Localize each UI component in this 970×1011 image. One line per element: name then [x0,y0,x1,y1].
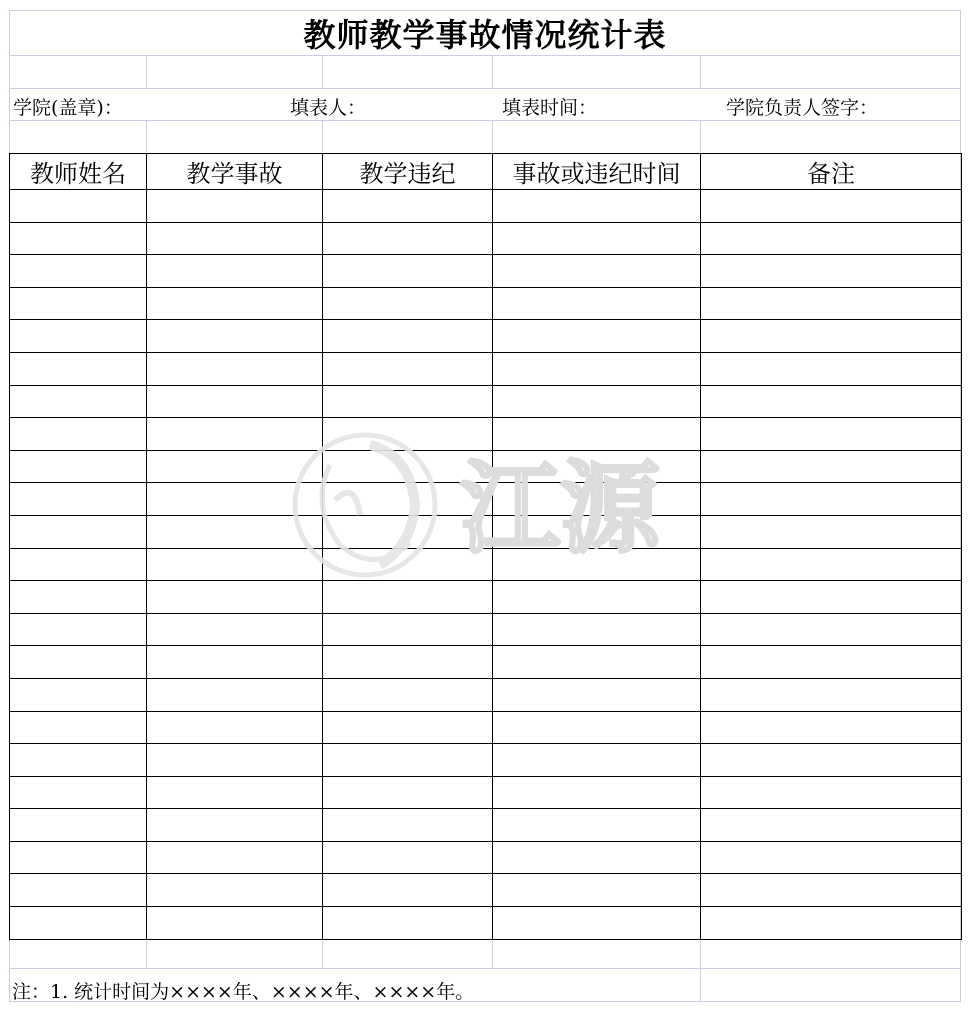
table-cell[interactable] [323,320,493,353]
table-cell[interactable] [323,841,493,874]
gridline [9,88,961,89]
table-cell[interactable] [147,874,323,907]
table-cell[interactable] [147,450,323,483]
table-row [10,841,962,874]
table-cell[interactable] [701,320,962,353]
table-cell[interactable] [10,874,147,907]
table-row [10,352,962,385]
table-cell[interactable] [701,418,962,451]
table-cell[interactable] [493,809,701,842]
table-cell[interactable] [701,352,962,385]
table-cell[interactable] [493,483,701,516]
table-cell[interactable] [323,190,493,223]
footnote: 注：1. 统计时间为××××年、××××年、××××年。 [12,980,475,1003]
table-cell[interactable] [493,646,701,679]
table-cell[interactable] [701,385,962,418]
table-cell[interactable] [701,222,962,255]
table-cell[interactable] [701,907,962,940]
table-cell[interactable] [10,320,147,353]
gridline [492,55,493,88]
table-cell[interactable] [323,418,493,451]
gridline [9,968,961,969]
table-cell[interactable] [701,483,962,516]
table-cell[interactable] [10,907,147,940]
table-cell[interactable] [10,581,147,614]
table-cell[interactable] [147,287,323,320]
gridline [492,120,493,153]
gridline [700,55,701,88]
table-cell[interactable] [701,581,962,614]
table-cell[interactable] [10,352,147,385]
table-cell[interactable] [493,678,701,711]
table-cell[interactable] [323,255,493,288]
gridline [700,968,701,1001]
table-cell[interactable] [147,678,323,711]
table-cell[interactable] [493,222,701,255]
table-row [10,222,962,255]
table-cell[interactable] [701,809,962,842]
table-row [10,320,962,353]
table-cell[interactable] [493,352,701,385]
table-cell[interactable] [493,418,701,451]
table-cell[interactable] [147,352,323,385]
table-cell[interactable] [493,841,701,874]
table-cell[interactable] [147,320,323,353]
gridline [492,936,493,969]
table-cell[interactable] [147,809,323,842]
table-cell[interactable] [323,385,493,418]
statistics-table [9,153,962,940]
header-remarks: 备注 [701,154,962,190]
table-cell[interactable] [10,287,147,320]
table-row [10,874,962,907]
page-title: 教师教学事故情况统计表 [303,16,667,54]
table-cell[interactable] [701,841,962,874]
table-cell[interactable] [147,711,323,744]
table-cell[interactable] [10,776,147,809]
table-cell[interactable] [323,450,493,483]
table-cell[interactable] [701,678,962,711]
header-teaching-violation: 教学违纪 [323,154,493,190]
table-cell[interactable] [147,483,323,516]
gridline [322,120,323,153]
table-cell[interactable] [147,385,323,418]
table-cell[interactable] [701,255,962,288]
table-cell[interactable] [147,744,323,777]
table-cell[interactable] [323,776,493,809]
table-row [10,678,962,711]
dean-signature-label: 学院负责人签字： [726,96,879,119]
table-cell[interactable] [10,646,147,679]
table-cell[interactable] [323,483,493,516]
header-teaching-accident: 教学事故 [147,154,323,190]
table-row [10,613,962,646]
table-cell[interactable] [701,613,962,646]
table-cell[interactable] [147,581,323,614]
table-row [10,776,962,809]
table-cell[interactable] [493,320,701,353]
table-cell[interactable] [701,711,962,744]
table-cell[interactable] [493,907,701,940]
gridline [322,55,323,88]
table-cell[interactable] [323,287,493,320]
table-cell[interactable] [493,548,701,581]
table-cell[interactable] [147,613,323,646]
table-row [10,190,962,223]
table-cell[interactable] [701,548,962,581]
table-cell[interactable] [10,515,147,548]
watermark-text: 江源 [460,450,660,567]
table-row [10,548,962,581]
gridline [322,936,323,969]
table-cell[interactable] [493,385,701,418]
table-cell[interactable] [147,646,323,679]
table-cell[interactable] [323,907,493,940]
table-cell[interactable] [701,190,962,223]
table-cell[interactable] [147,515,323,548]
table-cell[interactable] [493,255,701,288]
table-row [10,450,962,483]
table-row [10,418,962,451]
table-row [10,711,962,744]
table-row [10,515,962,548]
table-cell[interactable] [323,222,493,255]
table-cell[interactable] [323,678,493,711]
table-cell[interactable] [10,809,147,842]
table-cell[interactable] [323,352,493,385]
table-cell[interactable] [493,287,701,320]
fill-time-label: 填表时间： [502,96,598,119]
table-cell[interactable] [701,515,962,548]
table-cell[interactable] [147,548,323,581]
table-cell[interactable] [323,515,493,548]
table-cell[interactable] [10,255,147,288]
table-cell[interactable] [493,581,701,614]
table-cell[interactable] [147,222,323,255]
gridline [146,55,147,88]
table-cell[interactable] [701,874,962,907]
college-stamp-label: 学院(盖章)： [13,96,123,119]
table-row [10,646,962,679]
table-cell[interactable] [10,418,147,451]
table-cell[interactable] [701,646,962,679]
table-cell[interactable] [493,776,701,809]
table-cell[interactable] [323,548,493,581]
table-row [10,744,962,777]
table-cell[interactable] [493,190,701,223]
table-cell[interactable] [493,515,701,548]
table-cell[interactable] [10,711,147,744]
table-cell[interactable] [147,418,323,451]
table-cell[interactable] [147,841,323,874]
table-cell[interactable] [147,907,323,940]
table-cell[interactable] [10,483,147,516]
table-row [10,385,962,418]
table-cell[interactable] [10,222,147,255]
gridline [146,120,147,153]
table-cell[interactable] [493,450,701,483]
table-row [10,581,962,614]
table-row [10,809,962,842]
header-incident-time: 事故或违纪时间 [493,154,701,190]
gridline [700,936,701,969]
table-cell[interactable] [10,744,147,777]
table-cell[interactable] [10,190,147,223]
header-teacher-name: 教师姓名 [10,154,147,190]
table-cell[interactable] [493,744,701,777]
table-cell[interactable] [323,809,493,842]
table-cell[interactable] [493,874,701,907]
table-row [10,287,962,320]
table-cell[interactable] [701,287,962,320]
gridline [146,936,147,969]
table-cell[interactable] [323,744,493,777]
table-cell[interactable] [323,581,493,614]
table-cell[interactable] [701,744,962,777]
gridline [700,120,701,153]
table-cell[interactable] [10,450,147,483]
table-cell[interactable] [10,678,147,711]
table-cell[interactable] [323,874,493,907]
table-cell[interactable] [10,613,147,646]
table-cell[interactable] [10,841,147,874]
table-cell[interactable] [10,385,147,418]
table-cell[interactable] [10,548,147,581]
table-cell[interactable] [493,613,701,646]
table-header-row [10,154,962,190]
table-cell[interactable] [323,646,493,679]
table-cell[interactable] [493,711,701,744]
table-cell[interactable] [701,776,962,809]
filler-label: 填表人： [290,96,367,119]
table-body [10,190,962,940]
table-cell[interactable] [147,776,323,809]
table-row [10,255,962,288]
table-cell[interactable] [701,450,962,483]
table-cell[interactable] [323,711,493,744]
table-row [10,907,962,940]
table-cell[interactable] [147,255,323,288]
table-row [10,483,962,516]
table-cell[interactable] [323,613,493,646]
table-cell[interactable] [147,190,323,223]
